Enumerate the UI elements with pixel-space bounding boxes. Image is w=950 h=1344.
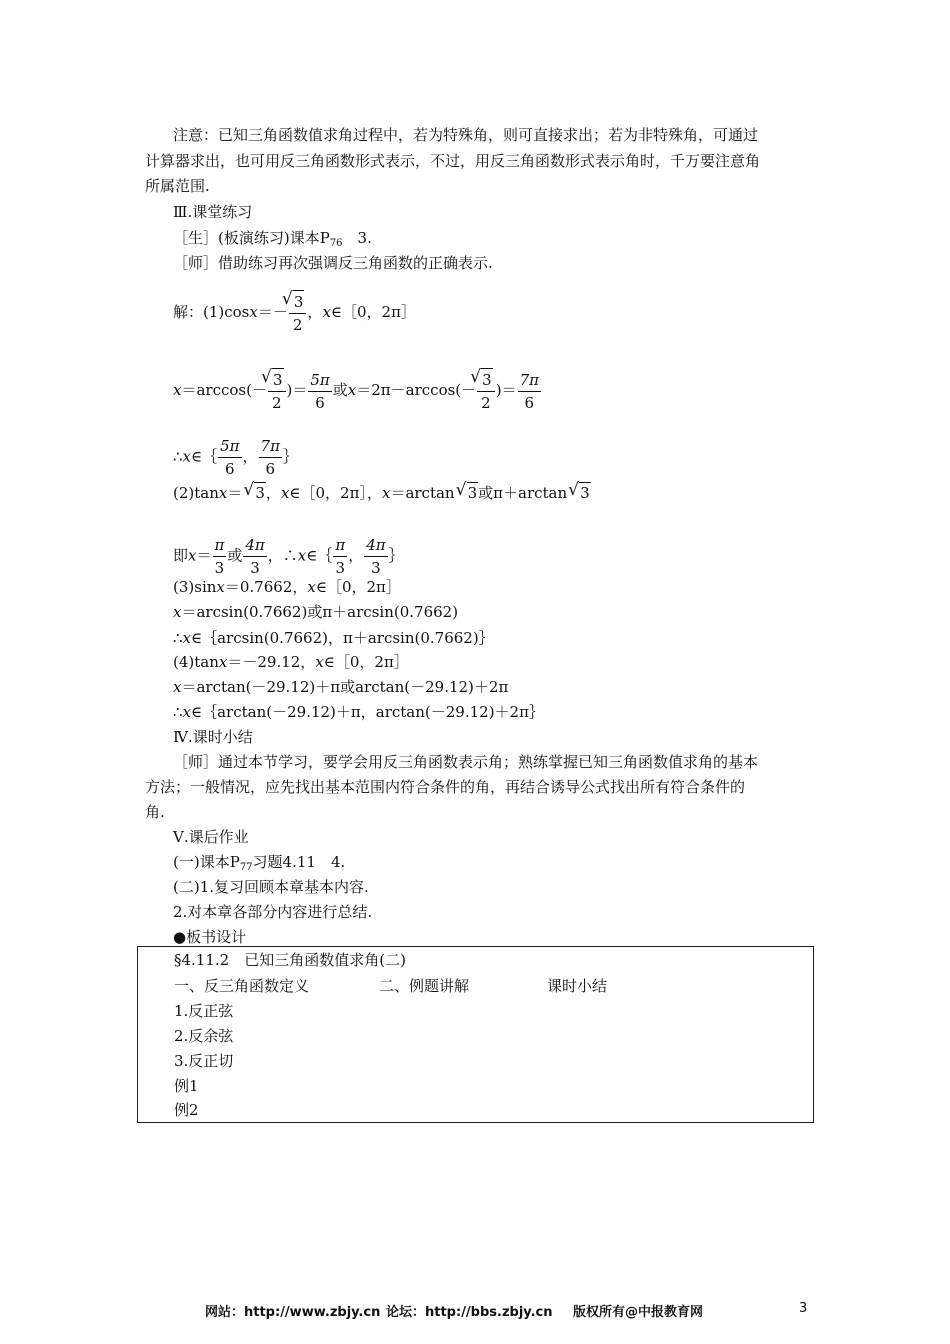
numerator: 4π <box>364 534 387 557</box>
solution-text: ＝arccos(－ <box>181 381 267 399</box>
denominator: 3 <box>335 559 346 577</box>
variable-x: x <box>347 381 357 399</box>
footer-website-link[interactable]: 网站：http://www.zbjy.cn <box>205 1305 381 1320</box>
solution-text: ，∴ <box>267 546 298 565</box>
variable-x: x <box>182 703 192 721</box>
numerator: 5π <box>218 435 241 458</box>
solution-text: ｝ <box>282 447 298 466</box>
fraction <box>243 534 266 579</box>
note-line-1: 注意：已知三角函数值求角过程中，若为特殊角，则可直接求出；若为非特殊角，可通过 <box>173 126 759 144</box>
solution-line-10 <box>173 677 508 697</box>
solution-text: (4)tan <box>173 653 219 671</box>
solution-line-9 <box>173 652 409 672</box>
solution-text: 即 <box>173 546 189 565</box>
solution-text: ∈｛arcsin(0.7662)，π＋arcsin(0.7662)｝ <box>191 629 494 647</box>
fraction <box>364 534 387 579</box>
solution-text: ＝0.7662， <box>224 578 308 596</box>
numerator: 7π <box>259 435 282 458</box>
homework-text: 习题4.11 4. <box>252 853 346 871</box>
solution-text: (2)tan <box>173 484 219 502</box>
board-col-2: 二、例题讲解 <box>379 977 470 995</box>
solution-text: ＝ <box>196 546 212 565</box>
sqrt-3: √ 3 <box>481 368 493 391</box>
variable-x: x <box>218 653 228 671</box>
sqrt-3: √ 3 <box>272 368 284 391</box>
denominator: 3 <box>214 559 225 577</box>
solution-text: ， <box>307 303 323 321</box>
solution-text: )＝ <box>286 381 308 399</box>
section-5-heading: Ⅴ.课后作业 <box>173 828 249 846</box>
homework-item-3: 2.对本章各部分内容进行总结. <box>173 903 373 921</box>
section-4-heading: Ⅳ.课时小结 <box>173 728 253 746</box>
board-design-heading: ●板书设计 <box>173 928 247 946</box>
solution-text: ∈［0，2π］， <box>289 484 382 502</box>
fraction <box>518 369 541 414</box>
solution-text: ∈｛arctan(－29.12)＋π，arctan(－29.12)＋2π｝ <box>191 703 544 721</box>
board-col-1: 一、反三角函数定义 <box>174 977 310 995</box>
solution-text: ， <box>265 484 281 502</box>
therefore-symbol: ∴ <box>173 447 183 466</box>
fraction <box>289 290 307 336</box>
solution-text: ∈［0，2π］ <box>330 303 416 321</box>
solution-text: ∈｛ <box>306 546 333 565</box>
solution-line-2 <box>173 368 542 414</box>
homework-text: (一)课本P <box>173 853 240 871</box>
sqrt-3: √ 3 <box>293 290 305 313</box>
solution-text: )＝ <box>495 381 517 399</box>
solution-text: ∈［0，2π］ <box>315 578 401 596</box>
variable-x: x <box>182 629 192 647</box>
fraction <box>268 368 286 414</box>
solution-text: ＝－29.12， <box>227 653 316 671</box>
student-practice-line <box>173 228 372 254</box>
variable-x: x <box>297 546 307 565</box>
solution-text: ＝arctan <box>390 484 455 502</box>
solution-line-8 <box>173 628 494 648</box>
variable-x: x <box>322 303 331 321</box>
sqrt-3: √ 3 <box>254 482 266 503</box>
student-text: ［生］(板演练习)课本P <box>173 229 330 247</box>
variable-x: x <box>173 381 182 399</box>
variable-x: x <box>173 603 182 621</box>
denominator: 3 <box>250 559 260 577</box>
solution-line-3 <box>173 435 298 480</box>
board-item: 例1 <box>174 1077 199 1095</box>
fraction <box>218 435 241 480</box>
solution-text: ∈｛ <box>191 447 218 466</box>
solution-text: 或 <box>227 546 243 565</box>
denominator: 2 <box>481 394 491 412</box>
solution-line-1 <box>173 290 416 336</box>
summary-line-1: ［师］通过本节学习，要学会用反三角函数表示角；熟练掌握已知三角函数值求角的基本 <box>173 753 759 771</box>
variable-x: x <box>173 678 182 696</box>
homework-item-2: (二)1.复习回顾本章基本内容. <box>173 878 369 896</box>
denominator: 6 <box>524 393 535 412</box>
therefore-symbol: ∴ <box>173 629 183 647</box>
page-subscript: 76 <box>329 238 343 249</box>
variable-x: x <box>216 578 225 596</box>
note-line-2: 计算器求出，也可用反三角函数形式表示，不过，用反三角函数形式表示角时，千万要注意角 <box>145 152 761 170</box>
board-design-box <box>137 946 814 1123</box>
note-line-3: 所属范围. <box>145 177 210 195</box>
denominator: 6 <box>315 393 325 412</box>
solution-text: ＝－ <box>257 303 288 321</box>
therefore-symbol: ∴ <box>173 703 183 721</box>
denominator: 3 <box>371 559 381 577</box>
solution-line-4 <box>173 482 591 503</box>
denominator: 6 <box>265 460 276 478</box>
board-item: 2.反余弦 <box>174 1027 234 1045</box>
teacher-emphasis-line: ［师］借助练习再次强调反三角函数的正确表示. <box>173 254 493 272</box>
solution-text: 解：(1)cos <box>173 303 250 321</box>
board-item: 1.反正弦 <box>174 1002 234 1020</box>
solution-text: ｝ <box>388 546 404 565</box>
sqrt-3: √ 3 <box>579 482 591 503</box>
solution-text: 或 <box>332 381 348 399</box>
variable-x: x <box>381 484 391 502</box>
fraction <box>259 435 282 480</box>
fraction <box>308 369 331 414</box>
variable-x: x <box>307 578 316 596</box>
denominator: 2 <box>271 394 282 412</box>
denominator: 6 <box>225 460 235 478</box>
solution-text: ， <box>242 447 258 466</box>
summary-line-3: 角. <box>145 803 165 821</box>
solution-line-11 <box>173 702 544 722</box>
fraction <box>213 534 227 579</box>
fraction <box>477 368 495 414</box>
variable-x: x <box>218 484 228 502</box>
fraction <box>333 534 347 579</box>
variable-x: x <box>249 303 258 321</box>
variable-x: x <box>182 447 192 466</box>
page-number: 3 <box>799 1301 808 1316</box>
board-title: §4.11.2 已知三角函数值求角(二) <box>174 951 406 969</box>
page-subscript: 77 <box>239 862 253 873</box>
solution-text: ＝arctan(－29.12)＋π或arctan(－29.12)＋2π <box>181 678 509 696</box>
numerator: 7π <box>518 369 541 392</box>
numerator: π <box>333 534 347 557</box>
denominator: 2 <box>292 316 303 334</box>
solution-line-7 <box>173 602 458 622</box>
board-item: 例2 <box>174 1101 199 1119</box>
homework-item-1 <box>173 852 345 878</box>
solution-text: ， <box>348 546 364 565</box>
numerator: π <box>213 534 227 557</box>
footer-copyright: 版权所有@中报教育网 <box>573 1305 704 1320</box>
solution-text: ＝ <box>227 484 243 502</box>
solution-text: 或π＋arctan <box>478 484 568 502</box>
solution-text: ＝arcsin(0.7662)或π＋arcsin(0.7662) <box>181 603 459 621</box>
solution-text: ∈［0，2π］ <box>323 653 409 671</box>
variable-x: x <box>280 484 290 502</box>
student-text-end: 3. <box>342 229 372 247</box>
solution-line-5 <box>173 534 404 579</box>
section-3-heading: Ⅲ.课堂练习 <box>173 203 253 221</box>
board-item: 3.反正切 <box>174 1052 234 1070</box>
footer-forum-link[interactable]: 论坛：http://bbs.zbjy.cn <box>386 1305 553 1320</box>
variable-x: x <box>188 546 197 565</box>
numerator: 4π <box>243 534 266 557</box>
solution-line-6 <box>173 577 401 597</box>
summary-line-2: 方法；一般情况，应先找出基本范围内符合条件的角，再结合诱导公式找出所有符合条件的 <box>145 778 746 796</box>
solution-text: (3)sin <box>173 578 217 596</box>
numerator: 5π <box>308 369 331 392</box>
board-col-3: 课时小结 <box>547 977 608 995</box>
sqrt-3: √ 3 <box>467 482 479 503</box>
solution-text: ＝2π－arccos(－ <box>356 381 477 399</box>
variable-x: x <box>315 653 324 671</box>
